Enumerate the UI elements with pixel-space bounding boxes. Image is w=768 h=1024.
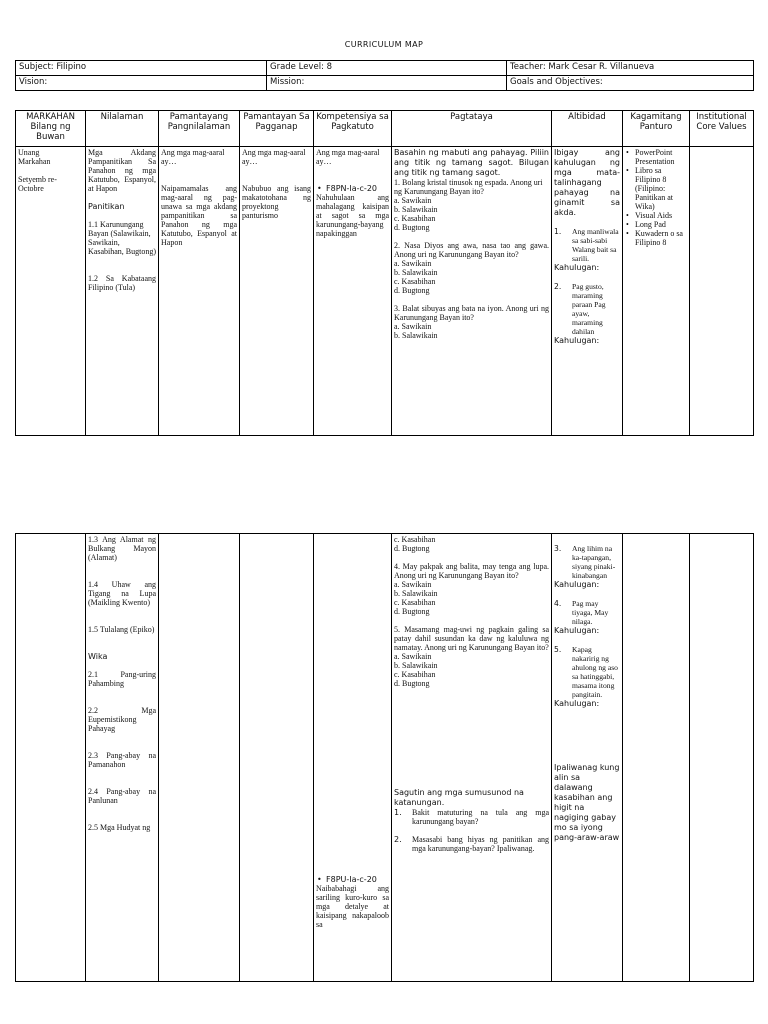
content-item: 2.3 Pang-abay na Pamanahon [88,751,156,769]
assessment-instruction: Basahin ng mabuti ang pahayag. Piliin ang titik ng tamang sagot. Bilugan ang titik ng tamang sagot. [394,148,549,177]
kagamitan-cell [623,147,690,436]
standard-lead: Ang mga mag-aaral ay… [242,148,306,166]
activity-item: 2. Pag gusto, maraming paraan Pag ayaw, maraming dahilan [554,282,606,336]
competency-body: Nahuhulaan ang mahalagang kaisipan at sagot sa mga karunungang-bayang napakinggan [316,193,389,238]
activity-intro: Ibigay ang kahulugan ng mga mata-talinhagang pahayag na ginamit sa akda. [554,148,620,217]
markahan-cell [16,147,86,436]
choice-d: d. Bugtong [394,679,430,688]
choice-a: a. Sawikain [394,196,432,205]
curriculum-table-page-2 [15,533,754,982]
nilalaman-cell [86,534,159,982]
header-pagganap: Pamantayan Sa Pagganap [240,111,314,147]
choice-b: b. Salawikain [394,268,438,277]
choice-c: c. Kasabihan [394,277,436,286]
activity-item: 1. Ang manliwala sa sabi-sabi Walang bait sa sarili. [554,227,619,263]
header-kompetensiya: Kompetensiya sa Pagkatuto [314,111,392,147]
material-item: • PowerPoint Presentation [625,148,687,166]
choice-a: a. Sawikain [394,322,432,331]
choice-b: b. Salawikain [394,589,438,598]
choice-c: c. Kasabihan [394,214,436,223]
info-table [15,60,754,91]
goals-field: Goals and Objectives: [507,76,754,91]
core-values-cell [690,534,754,982]
month-range-end: Octobre [18,184,44,193]
altibidad-cell [552,534,623,982]
standard-lead: Ang mga mag-aaral ay… [161,148,225,166]
material-item: • Kuwadern o sa Filipino 8 [625,229,687,247]
competency-lead: Ang mga mag-aaral ay… [316,148,380,166]
kahulugan-label: Kahulugan: [554,699,600,708]
question-5: 5. Masamang mag-uwi ng pagkain galing sa patay dahil susundan ka daw ng kaluluwa ng namatay. Anong uri ng Karunungang Bayan ito? [394,625,549,652]
pagtataya-cell [392,534,552,982]
choice-c: c. Kasabihan [394,670,436,679]
document-title: CURRICULUM MAP [344,40,424,49]
markahan-cell [16,534,86,982]
choice-b: b. Salawikain [394,331,438,340]
pangnilalaman-cell [159,147,240,436]
content-item: 2.5 Mga Hudyat ng [88,823,151,832]
kahulugan-label: Kahulugan: [554,336,600,345]
choice-c: c. Kasabihan [394,598,436,607]
kompetensiya-cell [314,534,392,982]
competency-code: • F8PU-Ia-c-20 [316,875,389,884]
choice-a: a. Sawikain [394,259,432,268]
altibidad-cell [552,147,623,436]
competency-code: • F8PN-Ia-c-20 [316,184,389,193]
curriculum-table-page-1 [15,110,754,436]
activity-item: 4. Pag may tiyaga, May nilaga. [554,599,609,626]
activity-item: 5. Kapag nakaririg ng ahulong ng aso sa hatinggabi, masama itong pangitain. [554,645,618,699]
content-item: 1.4 Uhaw ang Tigang na Lupa (Maikling Kwento) [88,580,156,607]
panitikan-heading: Panitikan [88,202,125,211]
header-pangnilalaman: Pamantayang Pangnilalaman [159,111,240,147]
pangnilalaman-cell [159,534,240,982]
competency-body: Naibabahagi ang sariling kuro-kuro sa mga detalye at kaisipang nakapaloob sa [316,884,389,929]
question-2: 2. Nasa Diyos ang awa, nasa tao ang gawa. Anong uri ng Karunungang Bayan ito? [394,241,549,259]
choice-d: d. Bugtong [394,544,430,553]
kahulugan-label: Kahulugan: [554,580,600,589]
choice-d: d. Bugtong [394,286,430,295]
content-item: 1.3 Ang Alamat ng Bulkang Mayon (Alamat) [88,535,156,562]
essay-instruction: Sagutin ang mga sumusunod na katanungan. [394,788,524,807]
question-3: 3. Balat sibuyas ang bata na iyon. Anong uri ng Karunungang Bayan ito? [394,304,549,322]
choice-d: d. Bugtong [394,223,430,232]
kahulugan-label: Kahulugan: [554,626,600,635]
kahulugan-label: Kahulugan: [554,263,600,272]
subject-field: Subject: Filipino [16,61,267,76]
choice-c: c. Kasabihan [394,535,436,544]
pagtataya-cell [392,147,552,436]
nilalaman-cell [86,147,159,436]
vision-field: Vision: [16,76,267,91]
content-item: 1.1 Karunungang Bayan (Salawikain, Sawikain, Kasabihan, Bugtong) [88,220,156,256]
essay-question-1: 1. Bakit matuturing na tula ang mga karunungang bayan? [394,808,549,826]
header-altibidad: Altibidad [552,111,623,147]
standard-body: Naipamamalas ang mag-aaral ng pag-unawa sa mga akdang pampanitikan sa Panahon ng mga Katutubo, Espanyol at Hapon [161,184,237,247]
header-nilalaman: Nilalaman [86,111,159,147]
nilalaman-intro: Mga Akdang Pampanitikan Sa Panahon ng mga Katutubo, Espanyol, at Hapon [88,148,156,193]
content-item: 2.2 Mga Eupemistikong Pahayag [88,706,156,733]
core-values-cell [690,147,754,436]
content-item: 1.2 Sa Kabataang Filipino (Tula) [88,274,156,292]
header-kagamitan: Kagamitang Panturo [623,111,690,147]
material-item: • Long Pad [625,220,687,229]
pagganap-cell [240,147,314,436]
material-item: • Libro sa Filipino 8 (Filipino: Panitikan at Wika) [625,166,687,211]
pagganap-cell [240,534,314,982]
header-core-values: Institutional Core Values [690,111,754,147]
wika-heading: Wika [88,652,108,661]
choice-a: a. Sawikain [394,652,432,661]
choice-b: b. Salawikain [394,661,438,670]
header-pagtataya: Pagtataya [392,111,552,147]
content-item: 2.4 Pang-abay na Panlunan [88,787,156,805]
mission-field: Mission: [267,76,507,91]
question-4: 4. May pakpak ang balita, may tenga ang lupa. Anong uri ng Karunungang Bayan ito? [394,562,549,580]
essay-question-2: 2. Masasabi bang hiyas ng panitikan ang mga karunungang-bayan? Ipaliwanag. [394,835,549,853]
question-1: 1. Bolang kristal tinusok ng espada. Anong uri ng Karunungang Bayan ito? [394,178,543,196]
choice-d: d. Bugtong [394,607,430,616]
activity-closing: Ipaliwanag kung alin sa dalawang kasabihan ang higit na nagiging gabay mo sa iyong pang-araw-araw [554,763,620,842]
grade-level-field: Grade Level: 8 [267,61,507,76]
choice-b: b. Salawikain [394,205,438,214]
month-range-start: Setyemb re- [18,175,57,184]
content-item: 1.5 Tulalang (Epiko) [88,625,155,634]
teacher-field: Teacher: Mark Cesar R. Villanueva [507,61,754,76]
activity-item: 3. Ang lihim na ka-tapangan, siyang pinaki-kinabangan [554,544,616,580]
markahan-label: Unang Markahan [18,148,51,166]
choice-a: a. Sawikain [394,580,432,589]
header-markahan: MARKAHAN Bilang ng Buwan [16,111,86,147]
content-item: 2.1 Pang-uring Pahambing [88,670,156,688]
standard-body: Nabubuo ang isang makatotohana ng proyektong panturismo [242,184,311,220]
kagamitan-cell [623,534,690,982]
kompetensiya-cell [314,147,392,436]
material-item: • Visual Aids [625,211,687,220]
